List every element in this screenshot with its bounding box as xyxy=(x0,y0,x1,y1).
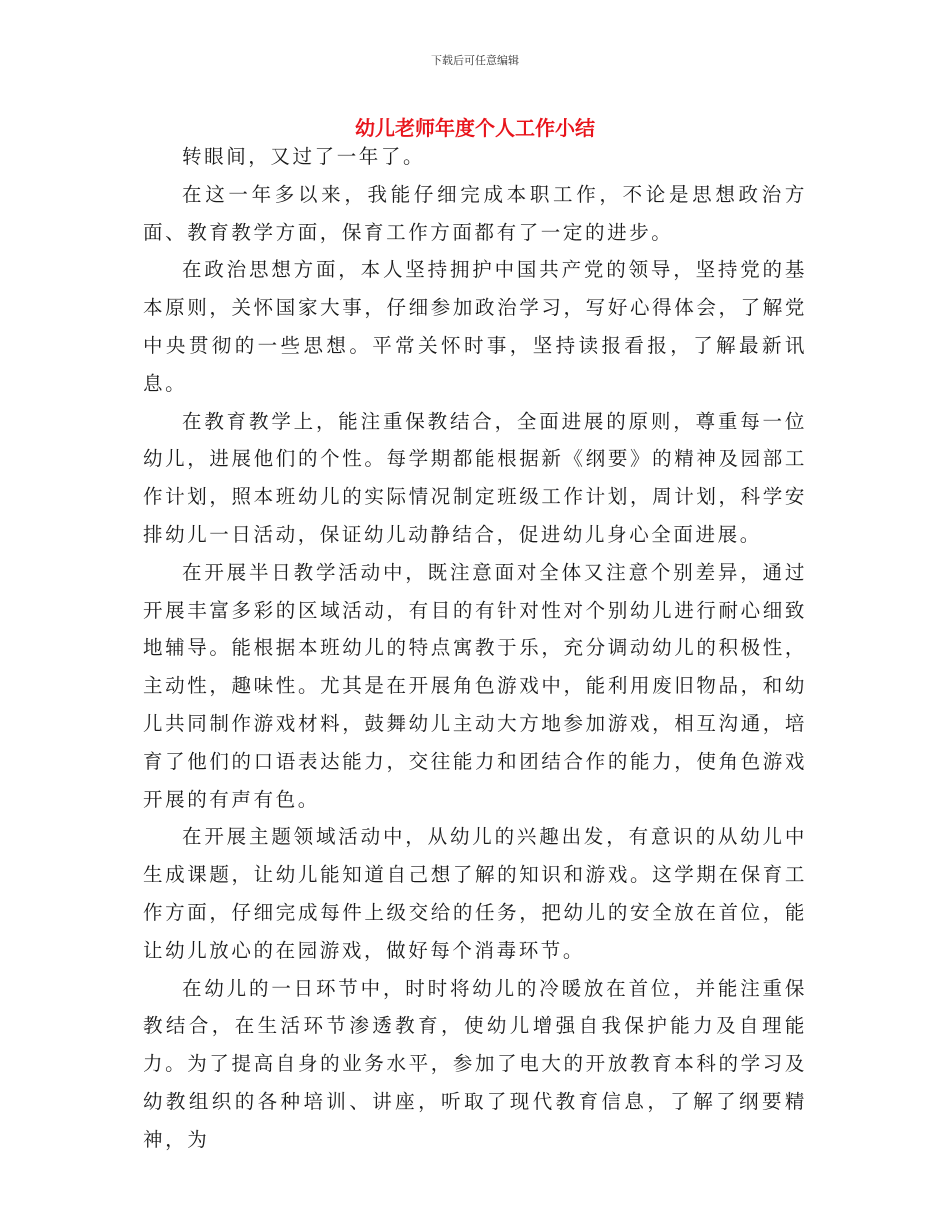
paragraph: 在开展半日教学活动中，既注意面对全体又注意个别差异，通过开展丰富多彩的区域活动，有目的有针对性对个别幼儿进行耐心细致地辅导。能根据本班幼儿的特点寓教于乐，充分调动幼儿的积极性，主动性，趣味性。尤其是在开展角色游戏中，能利用废旧物品，和幼儿共同制作游戏材料，鼓舞幼儿主动大方地参加游戏，相互沟通，培育了他们的口语表达能力，交往能力和团结合作的能力，使角色游戏开展的有声有色。 xyxy=(143,560,807,811)
paragraph: 在教育教学上，能注重保教结合，全面进展的原则，尊重每一位幼儿，进展他们的个性。每学期都能根据新《纲要》的精神及园部工作计划，照本班幼儿的实际情况制定班级工作计划，周计划，科学安排幼儿一日活动，保证幼儿动静结合，促进幼儿身心全面进展。 xyxy=(143,409,807,546)
paragraph: 转眼间，又过了一年了。 xyxy=(182,145,426,168)
document-title: 幼儿老师年度个人工作小结 xyxy=(355,116,595,140)
document-body xyxy=(143,138,807,1159)
paragraph: 在政治思想方面，本人坚持拥护中国共产党的领导，坚持党的基本原则，关怀国家大事，仔细参加政治学习，写好心得体会，了解党中央贯彻的一些思想。平常关怀时事，坚持读报看报，了解最新讯息。 xyxy=(143,258,807,395)
paragraph: 在幼儿的一日环节中，时时将幼儿的冷暖放在首位，并能注重保教结合，在生活环节渗透教育，使幼儿增强自我保护能力及自理能力。为了提高自身的业务水平，参加了电大的开放教育本科的学习及幼教组织的各种培训、讲座，听取了现代教育信息，了解了纲要精神，为 xyxy=(143,976,807,1151)
paragraph: 在这一年多以来，我能仔细完成本职工作，不论是思想政治方面、教育教学方面，保育工作方面都有了一定的进步。 xyxy=(143,182,807,244)
page-header-note: 下载后可任意编辑 xyxy=(431,54,519,67)
paragraph: 在开展主题领域活动中，从幼儿的兴趣出发，有意识的从幼儿中生成课题，让幼儿能知道自己想了解的知识和游戏。这学期在保育工作方面，仔细完成每件上级交给的任务，把幼儿的安全放在首位，能让幼儿放心的在园游戏，做好每个消毒环节。 xyxy=(143,825,807,962)
